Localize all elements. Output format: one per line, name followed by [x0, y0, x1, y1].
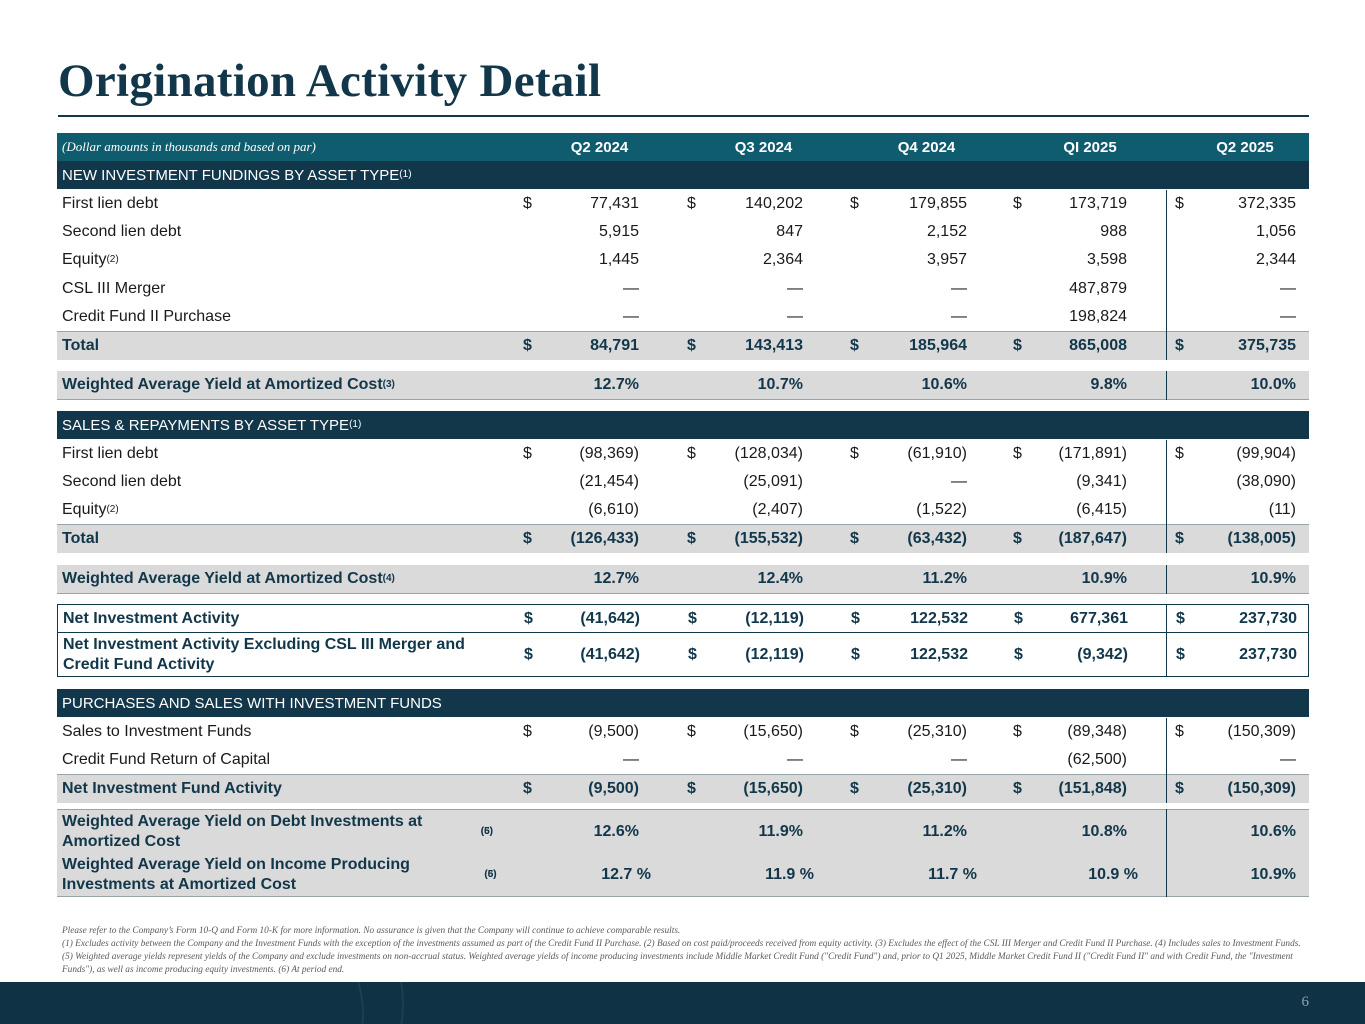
table-row — [57, 440, 1309, 468]
currency-symbol: $ — [1014, 645, 1023, 663]
currency-symbol: $ — [523, 723, 532, 740]
value-cell: (63,432) — [907, 530, 967, 547]
currency-symbol: $ — [1013, 723, 1022, 740]
value-cell: (187,647) — [1058, 530, 1127, 547]
column-divider — [1166, 604, 1167, 677]
value-cell: 988 — [1100, 223, 1127, 240]
yield-row — [57, 371, 1309, 400]
currency-symbol: $ — [523, 195, 532, 212]
value-cell: 122,532 — [910, 609, 968, 627]
value-cell: 185,964 — [909, 337, 967, 354]
value-cell: 10.9% — [1250, 570, 1296, 587]
table-row — [57, 275, 1309, 303]
value-cell: 237,730 — [1239, 609, 1297, 627]
quarter-header: QI 2025 — [1063, 138, 1117, 156]
quarter-header: Q3 2024 — [734, 138, 793, 156]
row-label — [63, 633, 503, 676]
value-cell: 11.9% — [758, 822, 803, 840]
currency-symbol: $ — [850, 780, 859, 797]
currency-symbol: $ — [851, 609, 860, 627]
section-investment-funds — [57, 689, 1309, 717]
currency-symbol: $ — [524, 645, 533, 663]
value-cell: 10.6% — [921, 376, 967, 393]
value-cell: 11.7 % — [928, 865, 977, 883]
quarter-header: Q4 2024 — [897, 138, 956, 156]
currency-symbol: $ — [850, 195, 859, 212]
currency-symbol: $ — [1175, 195, 1184, 212]
currency-symbol: $ — [1176, 645, 1185, 663]
value-cell: — — [951, 308, 967, 325]
value-cell: 3,598 — [1086, 251, 1127, 268]
value-cell: 2,152 — [926, 223, 967, 240]
value-cell: — — [1280, 280, 1296, 297]
value-cell: 3,957 — [926, 251, 967, 268]
currency-symbol: $ — [850, 723, 859, 740]
value-cell: 179,855 — [909, 195, 967, 212]
footnotes — [62, 925, 1302, 977]
value-cell: (99,904) — [1236, 445, 1296, 462]
value-cell: (171,891) — [1058, 445, 1127, 462]
column-divider — [1166, 809, 1167, 897]
value-cell: (38,090) — [1236, 473, 1296, 490]
table-row — [57, 718, 1309, 746]
row-label-text: Net Investment Activity — [63, 609, 240, 627]
value-cell: — — [787, 308, 803, 325]
currency-symbol: $ — [687, 723, 696, 740]
value-cell: — — [1280, 751, 1296, 768]
row-label-text: Second lien debt — [62, 223, 182, 240]
value-cell: 10.0% — [1250, 376, 1296, 393]
currency-symbol: $ — [851, 645, 860, 663]
value-cell: 237,730 — [1239, 645, 1297, 663]
currency-symbol: $ — [850, 337, 859, 354]
value-cell: (9,342) — [1077, 645, 1128, 663]
row-label-text: Weighted Average Yield at Amortized Cost — [62, 570, 383, 587]
value-cell: (41,642) — [580, 645, 640, 663]
row-label-text: Equity — [62, 501, 107, 518]
value-cell: 11.2% — [922, 570, 967, 587]
value-cell: (21,454) — [579, 473, 639, 490]
row-label-text: Credit Fund II Purchase — [62, 308, 231, 325]
title-divider — [58, 115, 1309, 117]
currency-symbol: $ — [688, 609, 697, 627]
value-cell: (89,348) — [1067, 723, 1127, 740]
value-cell: — — [951, 473, 967, 490]
value-cell: (11) — [1268, 501, 1296, 518]
row-label — [63, 605, 503, 632]
column-header-row — [57, 133, 1309, 161]
footer-band — [0, 982, 1365, 1024]
row-label: Equity (2) — [62, 251, 119, 268]
row-label-text: Net Investment Fund Activity — [62, 780, 282, 797]
table-row — [57, 218, 1309, 246]
row-label-text: First lien debt — [62, 195, 159, 212]
value-cell: 847 — [776, 223, 803, 240]
value-cell: (9,341) — [1076, 473, 1127, 490]
value-cell: (41,642) — [580, 609, 640, 627]
value-cell: — — [1280, 308, 1296, 325]
row-label-text: Second lien debt — [62, 473, 182, 490]
row-label-text: Sales to Investment Funds — [62, 723, 252, 740]
table-row — [57, 496, 1309, 524]
row-label-text: Equity — [62, 251, 107, 268]
value-cell: 10.6% — [1250, 822, 1296, 840]
value-cell: (126,433) — [570, 530, 639, 547]
table-row — [57, 468, 1309, 496]
value-cell: 375,735 — [1238, 337, 1296, 354]
currency-symbol: $ — [1013, 337, 1022, 354]
value-cell: 10.9% — [1081, 570, 1127, 587]
row-label — [62, 718, 502, 746]
row-label-text: Credit Fund Return of Capital — [62, 751, 271, 768]
value-cell: — — [623, 751, 639, 768]
currency-symbol: $ — [1013, 530, 1022, 547]
row-label — [62, 303, 502, 331]
row-label: SALES & REPAYMENTS BY ASSET TYPE (1) — [62, 416, 362, 434]
value-cell: (15,650) — [743, 780, 803, 797]
value-cell: (128,034) — [734, 445, 803, 462]
value-cell: 10.7% — [757, 376, 803, 393]
row-label — [62, 689, 502, 717]
value-cell: — — [951, 280, 967, 297]
value-cell: (98,369) — [579, 445, 639, 462]
decorative-arc — [0, 982, 364, 1024]
row-label-text: CSL III Merger — [62, 280, 166, 297]
value-cell: 372,335 — [1238, 195, 1296, 212]
value-cell: 12.7% — [593, 570, 639, 587]
value-cell: 1,445 — [598, 251, 639, 268]
row-label-text: NEW INVESTMENT FUNDINGS BY ASSET TYPE — [62, 166, 400, 184]
footnote-disclaimer: Please refer to the Company’s Form 10-Q and Form 10-K for more information. No assurance is given that the Company will continue to achieve comparable results. — [62, 926, 681, 936]
value-cell: (12,119) — [745, 609, 804, 627]
section-sales-repayments — [57, 411, 1309, 439]
currency-symbol: $ — [850, 530, 859, 547]
value-cell: (151,848) — [1058, 780, 1127, 797]
value-cell: 84,791 — [590, 337, 639, 354]
total-row — [57, 524, 1309, 553]
row-label: NEW INVESTMENT FUNDINGS BY ASSET TYPE (1) — [62, 166, 412, 184]
value-cell: (1,522) — [916, 501, 967, 518]
value-cell: 865,008 — [1069, 337, 1127, 354]
currency-symbol: $ — [687, 337, 696, 354]
currency-symbol: $ — [1013, 445, 1022, 462]
currency-symbol: $ — [523, 337, 532, 354]
net-investment-activity-row — [57, 604, 1309, 633]
footnote-details: (1) Excludes activity between the Company and the Investment Funds with the exception of the investments assumed as part of the Credit Fund II Purchase. (2) Based on cost paid/proceeds received from equity activity. (3) Excludes the effect of the CSL III Merger and Credit Fund II Purchase. (4) Includes sales to Investment Funds. (5) Weighted average yields represent yields of the Company and exclude investments on non-accrual status. Weighted average yields of income producing investments include Middle Market Credit Fund ("Credit Fund") and, prior to Q1 2025, Middle Market Credit Fund II ("Credit Fund II" and with Credit Fund, the "Investment Funds"), as well as income producing equity investments. (6) At period end. — [62, 939, 1301, 975]
row-label-text: PURCHASES AND SALES WITH INVESTMENT FUNDS — [62, 694, 442, 712]
row-label — [62, 190, 502, 218]
value-cell: 2,344 — [1255, 251, 1296, 268]
value-cell: (9,500) — [588, 723, 639, 740]
currency-symbol: $ — [523, 445, 532, 462]
row-label — [62, 775, 502, 803]
dollar-amounts-note: (Dollar amounts in thousands and based on par) — [62, 139, 316, 154]
currency-symbol: $ — [523, 780, 532, 797]
page-number: 6 — [1301, 994, 1309, 1010]
row-label: Weighted Average Yield at Amortized Cost (4) — [62, 570, 395, 587]
value-cell: 12.7 % — [601, 865, 651, 883]
value-cell: 12.7% — [593, 376, 639, 393]
value-cell: (2,407) — [752, 501, 803, 518]
value-cell: (6,415) — [1076, 501, 1127, 518]
yield-row — [57, 853, 1309, 897]
currency-symbol: $ — [1175, 530, 1184, 547]
section-new-investments — [57, 161, 1309, 189]
table-row — [57, 190, 1309, 218]
currency-symbol: $ — [1175, 337, 1184, 354]
value-cell: — — [623, 308, 639, 325]
yield-row — [57, 809, 1309, 853]
value-cell: (138,005) — [1227, 530, 1296, 547]
currency-symbol: $ — [688, 645, 697, 663]
value-cell: — — [787, 280, 803, 297]
value-cell: 1,056 — [1255, 223, 1296, 240]
row-label-text: Total — [62, 337, 100, 354]
yield-row — [57, 565, 1309, 594]
value-cell: 198,824 — [1069, 308, 1127, 325]
row-label — [62, 525, 502, 553]
row-label — [62, 275, 502, 303]
currency-symbol: $ — [1175, 445, 1184, 462]
value-cell: (150,309) — [1227, 723, 1296, 740]
currency-symbol: $ — [687, 780, 696, 797]
currency-symbol: $ — [1013, 780, 1022, 797]
value-cell: 122,532 — [910, 645, 968, 663]
value-cell: (62,500) — [1067, 751, 1127, 768]
value-cell: 677,361 — [1070, 609, 1128, 627]
page-title: Origination Activity Detail — [58, 55, 602, 107]
table-row — [57, 246, 1309, 274]
value-cell: 11.9 % — [765, 865, 814, 883]
row-label: Weighted Average Yield on Debt Investments at Amortized Cost (5)(6) — [62, 812, 494, 850]
value-cell: (9,500) — [588, 780, 639, 797]
row-label: Weighted Average Yield at Amortized Cost (3) — [62, 376, 395, 393]
value-cell: 140,202 — [745, 195, 803, 212]
currency-symbol: $ — [1175, 780, 1184, 797]
value-cell: 12.6% — [593, 822, 639, 840]
table-row — [57, 303, 1309, 331]
value-cell: 77,431 — [590, 195, 639, 212]
value-cell: (150,309) — [1227, 780, 1296, 797]
row-label — [62, 746, 502, 774]
row-label — [62, 332, 502, 360]
value-cell: (25,310) — [907, 723, 967, 740]
value-cell: (12,119) — [745, 645, 804, 663]
value-cell: (25,091) — [743, 473, 803, 490]
value-cell: 487,879 — [1069, 280, 1127, 297]
row-label-text: SALES & REPAYMENTS BY ASSET TYPE — [62, 416, 350, 434]
net-investment-activity-excluding-row — [57, 633, 1309, 677]
column-divider — [1166, 440, 1167, 553]
quarter-header: Q2 2024 — [570, 138, 629, 156]
column-divider — [1166, 718, 1167, 803]
currency-symbol: $ — [687, 195, 696, 212]
quarter-header: Q2 2025 — [1216, 138, 1274, 156]
column-divider — [1166, 190, 1167, 360]
row-label-text: Weighted Average Yield on Income Producing Investments at Amortized Cost — [62, 855, 410, 893]
value-cell: 5,915 — [598, 223, 639, 240]
currency-symbol: $ — [1176, 609, 1185, 627]
row-label: Equity (2) — [62, 501, 119, 518]
value-cell: 143,413 — [745, 337, 803, 354]
value-cell: 12.4% — [757, 570, 803, 587]
row-label-text: First lien debt — [62, 445, 159, 462]
currency-symbol: $ — [1175, 723, 1184, 740]
value-cell: 10.9% — [1250, 865, 1296, 883]
value-cell: (15,650) — [743, 723, 803, 740]
currency-symbol: $ — [524, 609, 533, 627]
currency-symbol: $ — [523, 530, 532, 547]
value-cell: 9.8% — [1090, 376, 1127, 393]
value-cell: 173,719 — [1069, 195, 1127, 212]
total-row — [57, 774, 1309, 803]
row-label — [62, 468, 502, 496]
currency-symbol: $ — [850, 445, 859, 462]
column-divider — [1166, 565, 1167, 594]
currency-symbol: $ — [687, 530, 696, 547]
row-label-text: Net Investment Activity Excluding CSL III Merger and Credit Fund Activity — [63, 635, 465, 673]
currency-symbol: $ — [687, 445, 696, 462]
total-row — [57, 331, 1309, 360]
value-cell: (155,532) — [734, 530, 803, 547]
table-row — [57, 746, 1309, 774]
value-cell: 10.9 % — [1088, 865, 1138, 883]
value-cell: (25,310) — [907, 780, 967, 797]
value-cell: (61,910) — [907, 445, 967, 462]
currency-symbol: $ — [1014, 609, 1023, 627]
value-cell: — — [951, 751, 967, 768]
column-divider — [1166, 371, 1167, 400]
value-cell: — — [787, 751, 803, 768]
row-label: Weighted Average Yield on Income Producing Investments at Amortized Cost (5)(6) — [62, 855, 497, 893]
value-cell: 2,364 — [762, 251, 803, 268]
value-cell: — — [623, 280, 639, 297]
row-label — [62, 440, 502, 468]
row-label-text: Total — [62, 530, 100, 547]
row-label-text: Weighted Average Yield on Debt Investments at Amortized Cost — [62, 812, 423, 850]
row-label-text: Weighted Average Yield at Amortized Cost — [62, 376, 383, 393]
currency-symbol: $ — [1013, 195, 1022, 212]
value-cell: 11.2% — [922, 822, 967, 840]
value-cell: 10.8% — [1081, 822, 1127, 840]
value-cell: (6,610) — [588, 501, 639, 518]
row-label — [62, 218, 502, 246]
